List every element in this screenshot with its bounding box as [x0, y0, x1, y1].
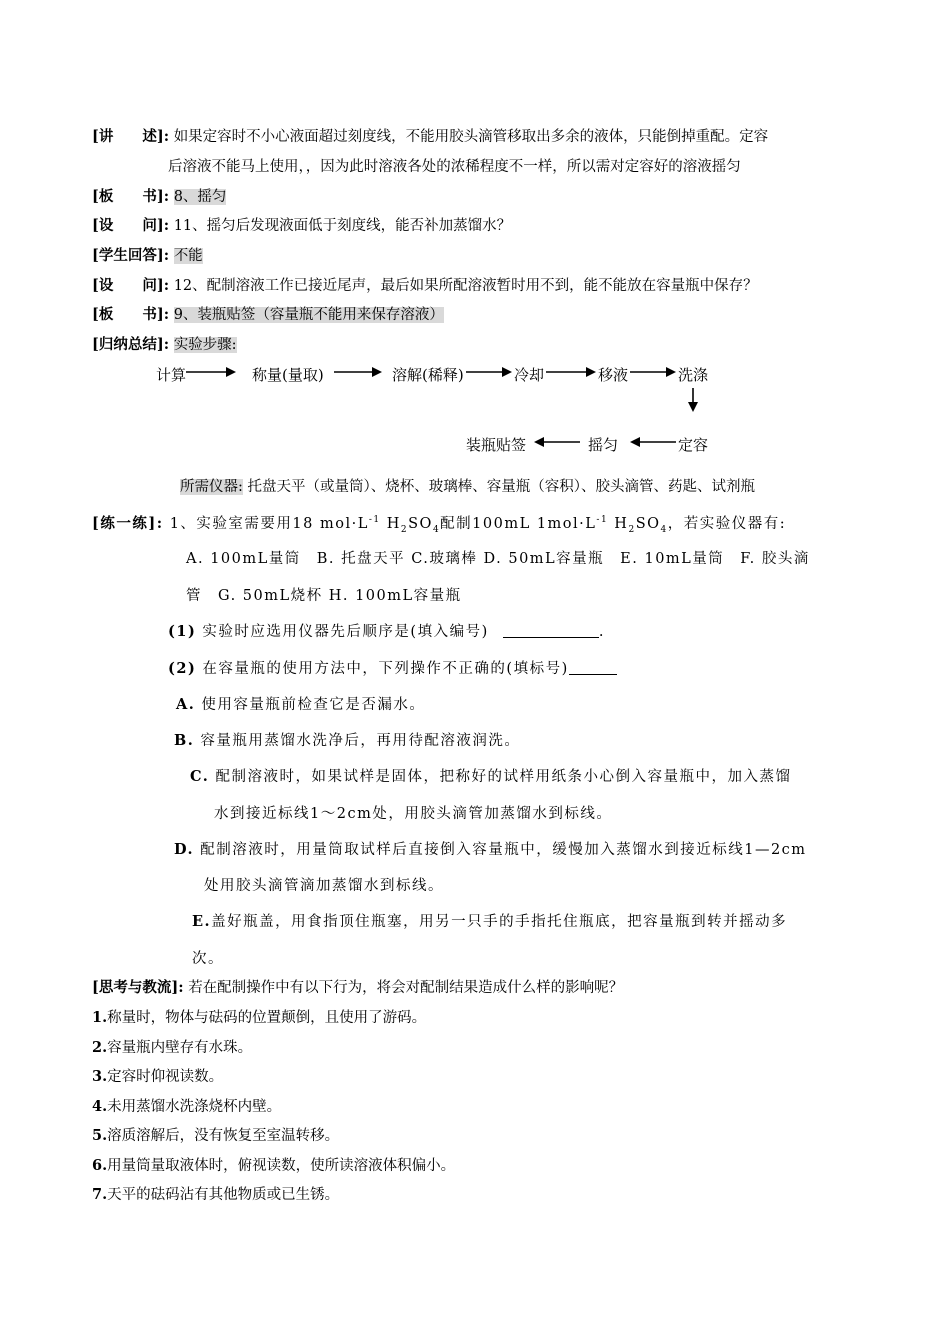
- instruments-text: 托盘天平（或量筒）、烧杯、玻璃棒、容量瓶（容积）、胶头滴管、药匙、试剂瓶: [247, 479, 755, 495]
- choice-e-1: [192, 913, 787, 931]
- choice-d-1: [174, 841, 807, 859]
- flow-step-dissolve: 溶解(稀释): [392, 366, 464, 384]
- lecture-line-1: [92, 128, 768, 146]
- summary: [92, 336, 237, 354]
- q1-sup-1: -1: [368, 515, 381, 526]
- arrowhead-4: [586, 367, 596, 377]
- list-item-number: 1.: [92, 1009, 108, 1026]
- instruments-label: 所需仪器:: [180, 479, 243, 495]
- choice-e-2: 次。: [192, 951, 224, 967]
- student-answer-text: 不能: [173, 248, 203, 264]
- list-item-number: 7.: [92, 1186, 108, 1203]
- board-1: [92, 188, 226, 206]
- choice-e-text-1: 盖好瓶盖，用食指顶住瓶塞，用另一只手的手指托住瓶底，把容量瓶到转并摇动多: [211, 914, 788, 930]
- q1-text-e: H: [608, 516, 629, 532]
- student-answer-tag: [学生回答]:: [92, 247, 170, 264]
- sub1-text: 实验时应选用仪器先后顺序是(填入编号): [202, 624, 489, 640]
- arrowhead-6: [688, 402, 698, 412]
- sub1-answer-blank[interactable]: [503, 623, 599, 638]
- summary-tag: [归纳总结]:: [92, 336, 170, 353]
- list-item: [92, 1186, 339, 1204]
- student-answer: [92, 247, 203, 265]
- list-item-text: 未用蒸馏水洗涤烧杯内壁。: [107, 1099, 282, 1115]
- choice-b-text: 容量瓶用蒸馏水洗净后，再用待配溶液润洗。: [200, 733, 521, 749]
- list-item-text: 容量瓶内壁存有水珠。: [107, 1040, 253, 1056]
- flow-step-calc: 计算: [156, 366, 187, 384]
- list-item-number: 4.: [92, 1098, 108, 1115]
- choice-c-text-1: 配制溶液时，如果试样是固体，把称好的试样用纸条小心倒入容量瓶中，加入蒸馏: [215, 769, 792, 785]
- board-2-tag: [板 书]:: [92, 306, 170, 323]
- discussion-intro-text: 若在配制操作中有以下行为，将会对配制结果造成什么样的影响呢？: [188, 980, 624, 996]
- list-item-number: 6.: [92, 1157, 108, 1174]
- list-item-number: 5.: [92, 1127, 108, 1144]
- exercise-options-2: 管 G. 50mL烧杯 H. 100mL容量瓶: [186, 588, 462, 604]
- flow-step-wash: 洗涤: [678, 366, 709, 384]
- list-item-number: 3.: [92, 1068, 108, 1085]
- board-1-tag: [板 书]:: [92, 188, 170, 205]
- arrowhead-7: [630, 437, 640, 447]
- q1-sub-2: 4: [432, 524, 441, 535]
- exercise-tag: [练一练]:: [92, 515, 164, 532]
- flow-step-cool: 冷却: [514, 366, 545, 384]
- arrowhead-8: [534, 437, 544, 447]
- choice-c-1: [190, 768, 791, 786]
- choice-c-2: 水到接近标线1～2cm处，用胶头滴管加蒸馏水到标线。: [214, 806, 613, 822]
- q1-text-f: SO: [635, 516, 661, 532]
- discussion-tag: [思考与教流]:: [92, 979, 184, 996]
- flow-step-shake: 摇匀: [588, 436, 619, 454]
- flow-step-volume: 定容: [678, 436, 709, 454]
- lecture-text-1: 如果定容时不小心液面超过刻度线，不能用胶头滴管移取出多余的液体，只能倒掉重配。定容: [173, 129, 769, 145]
- summary-text: 实验步骤:: [173, 337, 237, 353]
- arrowhead-5: [666, 367, 676, 377]
- exercise-sub1: [168, 623, 605, 641]
- list-item: [92, 1068, 223, 1086]
- q1-sub-3: 2: [628, 524, 636, 535]
- arrowhead-2: [372, 367, 382, 377]
- question-11: [92, 217, 511, 235]
- q1-text-g: ，若实验仪器有:: [667, 516, 787, 532]
- choice-d-text-1: 配制溶液时，用量筒取试样后直接倒入容量瓶中，缓慢加入蒸馏水到接近标线1—2cm: [200, 842, 807, 858]
- sub1-end: .: [598, 624, 605, 640]
- instruments: [180, 478, 755, 496]
- sub2-label: (2): [168, 660, 197, 677]
- q1-text-a: 1、实验室需要用18 mol·L: [169, 516, 369, 532]
- board-2-text: 9、装瓶贴签（容量瓶不能用来保存溶液）: [173, 307, 444, 323]
- q1-text-c: SO: [408, 516, 433, 532]
- list-item-text: 称量时，物体与砝码的位置颠倒，且使用了游码。: [107, 1010, 427, 1026]
- flow-arrows: [0, 0, 950, 470]
- list-item-text: 溶质溶解后，没有恢复至室温转移。: [107, 1128, 340, 1144]
- q1-sup-2: -1: [596, 515, 609, 526]
- list-item: [92, 1098, 281, 1116]
- choice-c-label: C.: [190, 768, 210, 785]
- sub2-text: 在容量瓶的使用方法中，下列操作不正确的(填标号): [202, 661, 569, 677]
- board-1-text: 8、摇匀: [173, 189, 227, 205]
- flow-step-transfer: 移液: [598, 366, 629, 384]
- sub2-answer-blank[interactable]: [569, 660, 617, 675]
- q1-text-b: H: [380, 516, 401, 532]
- question-11-tag: [设 问]:: [92, 217, 170, 234]
- exercise-options-1: A. 100mL量筒 B. 托盘天平 C.玻璃棒 D. 50mL容量瓶 E. 10mL量筒 F. 胶头滴: [186, 551, 810, 567]
- list-item: [92, 1157, 455, 1175]
- lecture-tag: [讲 述]:: [92, 128, 170, 145]
- board-2: [92, 306, 444, 324]
- list-item-text: 天平的砝码沾有其他物质或已生锈。: [107, 1187, 340, 1203]
- question-12: [92, 277, 758, 295]
- list-item: [92, 1009, 426, 1027]
- flow-step-weigh: 称量(量取): [252, 366, 324, 384]
- list-item-text: 定容时仰视读数。: [107, 1069, 224, 1085]
- question-12-text: 12、配制溶液工作已接近尾声，最后如果所配溶液暂时用不到，能不能放在容量瓶中保存？: [173, 278, 758, 294]
- lecture-line-2: 后溶液不能马上使用，，因为此时溶液各处的浓稀程度不一样，所以需对定容好的溶液摇匀: [168, 159, 741, 175]
- arrowhead-3: [502, 367, 512, 377]
- choice-a-text: 使用容量瓶前检查它是否漏水。: [201, 697, 426, 713]
- q1-sub-1: 2: [400, 524, 409, 535]
- list-item-text: 用量筒量取液体时，俯视读数，使所读溶液体积偏小。: [107, 1158, 456, 1174]
- exercise-sub2: [168, 660, 617, 678]
- choice-d-label: D.: [174, 841, 195, 858]
- choice-b: [174, 732, 520, 750]
- choice-a-label: A.: [176, 696, 196, 713]
- sub1-label: (1): [168, 623, 197, 640]
- arrowhead-1: [226, 367, 236, 377]
- q1-sub-4: 4: [660, 524, 668, 535]
- flow-step-bottle: 装瓶贴签: [466, 436, 527, 454]
- discussion-intro: [92, 979, 623, 997]
- choice-b-label: B.: [174, 732, 195, 749]
- question-12-tag: [设 问]:: [92, 277, 170, 294]
- choice-d-2: 处用胶头滴管滴加蒸馏水到标线。: [204, 878, 444, 894]
- choice-e-label: E.: [192, 913, 212, 930]
- q1-text-d: 配制100mL 1mol·L: [440, 516, 597, 532]
- choice-a: [176, 696, 425, 714]
- exercise-q1: [92, 515, 786, 533]
- question-11-text: 11、摇匀后发现液面低于刻度线，能否补加蒸馏水？: [173, 218, 512, 234]
- list-item: [92, 1127, 339, 1145]
- list-item-number: 2.: [92, 1039, 108, 1056]
- list-item: [92, 1039, 252, 1057]
